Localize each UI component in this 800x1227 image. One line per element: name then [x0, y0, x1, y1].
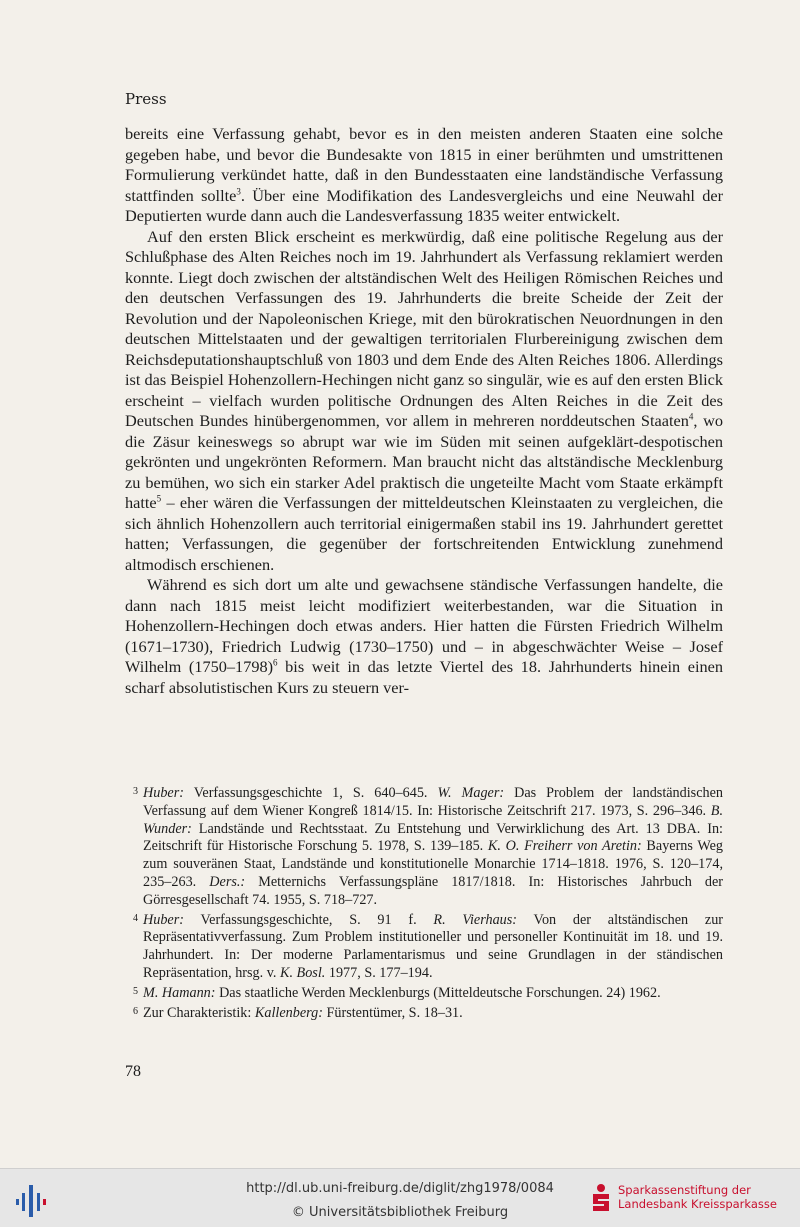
footnote-number: 4 — [133, 912, 138, 924]
author-name: Huber: — [143, 911, 184, 928]
footnote-reference: 3 — [236, 186, 241, 197]
body-text — [125, 124, 723, 698]
footnote-number: 3 — [133, 786, 138, 797]
sponsor-text — [618, 1183, 777, 1211]
text-run: 1977, S. 177–194. — [325, 964, 433, 981]
footnote-6 — [125, 1003, 723, 1023]
paragraph-2 — [125, 227, 723, 576]
copyright-notice: © Universitätsbibliothek Freiburg — [291, 1205, 509, 1220]
author-name: K. O. Freiherr von Aretin: — [487, 838, 642, 855]
footnote-reference: 4 — [688, 411, 694, 422]
text-run: Das staatliche Werden Mecklenburgs (Mitteldeutsche Forschungen. 24) 1962. — [215, 984, 661, 1001]
text-run: Zur Charakteristik: — [143, 1004, 255, 1021]
text-run: . Über eine Modifikation des Landesvergleichs und eine Neuwahl der Deputierten wurde dann auch die Landesverfassung 1835 weiter entwickelt. — [125, 185, 723, 225]
author-name: K. Bosl. — [279, 964, 326, 981]
text-run: , wo die Zäsur keineswegs so abrupt war wie im Süden mit seinen aufgeklärt-despotischen gekrönten und ungekrönten Reformern. Man braucht nicht das altständische Mecklenburg zu bemühen, wo sich ein starker Adel praktisch die ungeteilte Macht vom Staate erkämpft hatte — [125, 411, 724, 512]
footnote-3 — [125, 783, 723, 910]
author-name: Ders.: — [209, 873, 246, 890]
sponsor-line-1: Sparkassenstiftung der — [618, 1183, 751, 1197]
footnote-reference: 5 — [156, 493, 162, 504]
author-name: B. Wunder: — [143, 802, 723, 837]
text-run: Metternichs Verfassungspläne 1817/1818. In: Historisches Jahrbuch der Görresgesellschaft 74. 1955, S. 718–727. — [143, 873, 724, 908]
author-name: W. Mager: — [437, 785, 505, 801]
text-run: Auf den ersten Blick erscheint es merkwürdig, daß eine politische Regelung aus der Schlußphase des Alten Reiches noch im 19. Jahrhundert als Verfassung reklamiert werden konnte. Liegt doch zwischen der altständischen Welt des Heiligen Römischen Reiches und den deutschen Verfassungen des 19. Jahrhunderts die breite Scheide der Zeit der Revolution und der Napoleonischen Kriege, mit den bürokratischen Neuordnungen in den deutschen Mittelstaaten und der gewaltigen territorialen Flurbereinigung zwischen dem Reichsdeputationshauptschluß von 1803 und dem Ende des Alten Reiches 1806. Allerdings ist das Beispiel Hohenzollern-Hechingen nicht ganz so singulär, wie es auf den ersten Blick erscheint – vielfach wurden politische Ordnungen des Alten Reiches in die Zeit des Deutschen Bundes hinübergenommen, vor allem in mehreren norddeutschen Staaten — [125, 226, 723, 430]
footnote-number: 5 — [133, 985, 138, 997]
sponsor-line-2: Landesbank Kreissparkasse — [618, 1197, 777, 1211]
viewer-footer — [0, 1168, 800, 1227]
text-run: Bayerns Weg zum souveränen Staat, Landstände und konstitutionelle Monarchie 1714–1818. 1976, S. 120–174, 235–263. — [143, 838, 724, 890]
text-run: Verfassungsgeschichte, S. 91 f. — [183, 911, 434, 928]
text-run: Während es sich dort um alte und gewachsene ständische Verfassungen handelte, die dann nach 1815 meist leicht modifiziert weiterbestanden, war die Situation in Hohenzollern-Hechingen doch etwas anders. Hier hatten die Fürsten Friedrich Wilhelm (1671–1730), Friedrich Ludwig (1730–1750) und – in abgeschwächter Weise – Josef Wilhelm (1750–1798) — [125, 575, 723, 676]
text-run: bereits eine Verfassung gehabt, bevor es in den meisten anderen Staaten eine solche gegeben habe, und bevor die Bundesakte von 1815 in einer berühmten und umstrittenen Formulierung verkündet hatte, daß in den Bundesstaaten eine landständische Verfassung stattfinden sollte — [125, 124, 723, 205]
text-run: – eher wären die Verfassungen der mitteldeutschen Kleinstaaten zu vergleichen, die sich ähnlich Hohenzollern auch territorial einigermaßen stabil ins 19. Jahrhundert gerettet hatten; Verfassungen, die gegenüber der fortschreitenden Entwicklung zunehmend altmodisch erschienen. — [125, 493, 723, 574]
footnotes — [125, 783, 723, 1022]
footnote-4 — [125, 910, 723, 983]
author-name: Kallenberg: — [254, 1004, 323, 1021]
text-run: Landstände und Rechtsstaat. Zu Entstehung und Verwirklichung des Art. 13 DBA. In: Zeitschrift für Historische Forschung 5. 1978, S. 139–185. — [143, 820, 723, 855]
footnote-5 — [125, 983, 723, 1003]
author-name: R. Vierhaus: — [433, 911, 518, 928]
footnote-reference: 6 — [273, 657, 278, 668]
paragraph-1 — [125, 124, 723, 227]
footnote-number: 6 — [133, 1005, 138, 1017]
text-run: Fürstentümer, S. 18–31. — [322, 1004, 463, 1021]
text-run: bis weit in das letzte Viertel des 18. Jahrhunderts hinein einen scharf absolutistischen Kurs zu steuern ver- — [125, 657, 724, 697]
sponsor-block[interactable] — [590, 1181, 795, 1217]
sparkasse-logo-icon — [590, 1183, 612, 1213]
text-run: Von der altständischen zur Repräsentativverfassung. Zum Problem institutioneller und personeller Kontinuität im 18. und 19. Jahrhundert. In: Der moderne Parlamentarismus und seine Grundlagen in der ständischen Repräsentation, hrsg. v. — [143, 911, 724, 981]
author-name: M. Hamann: — [143, 984, 216, 1001]
author-name: Huber: — [143, 785, 184, 801]
text-run: Verfassungsgeschichte 1, S. 640–645. — [183, 785, 438, 801]
text-run: Das Problem der landständischen Verfassung auf dem Wiener Kongreß 1814/15. In: Historische Zeitschrift 217. 1973, S. 296–346. — [143, 785, 723, 819]
paragraph-3 — [125, 575, 723, 698]
running-head: Press — [125, 90, 167, 108]
page-number: 78 — [125, 1063, 141, 1080]
permalink-url[interactable]: http://dl.ub.uni-freiburg.de/diglit/zhg1978/0084 — [246, 1181, 554, 1196]
